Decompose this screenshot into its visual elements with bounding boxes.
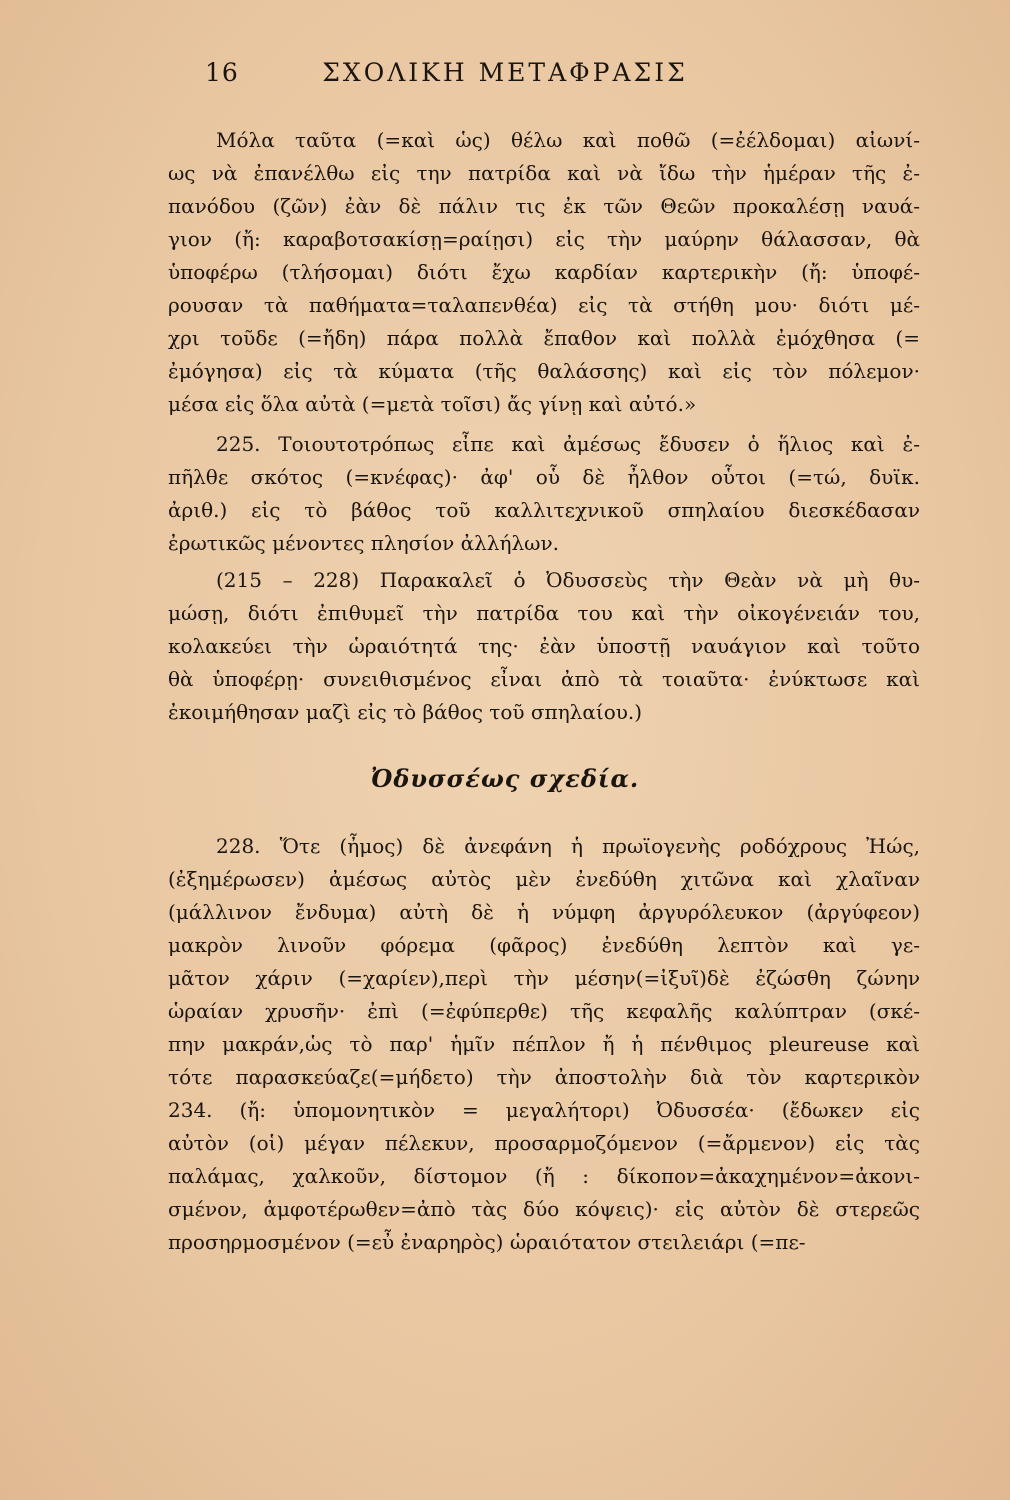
text-line: ρουσαν τὰ παθήματα=ταλαπενθέα) εἰς τὰ στήθη μου· διότι μέ- [168,293,920,317]
text-line: χρι τοῦδε (=ἤδη) πάρα πολλὰ ἔπαθον καὶ πολλὰ ἐμόχθησα (= [168,326,920,350]
paragraph-verse-228 [168,830,920,1259]
text-line: πανόδου (ζῶν) ἐὰν δὲ πάλιν τις ἐκ τῶν Θεῶν προκαλέσῃ ναυά- [168,194,920,218]
running-title: ΣΧΟΛΙΚΗ ΜΕΤΑΦΡΑΣΙΣ [322,58,688,87]
text-line: σμένον, ἀμφοτέρωθεν=ἀπὸ τὰς δύο κόψεις)· εἰς αὐτὸν δὲ στερεῶς [168,1197,920,1221]
paragraph-verse-225 [168,428,920,560]
text-line: Μόλα ταῦτα (=καὶ ὡς) θέλω καὶ ποθῶ (=ἐέλδομαι) αἰωνί- [216,128,920,152]
text-line: προσηρμοσμένον (=εὖ ἐναρηρὸς) ὡραιότατον στειλειάρι (=πε- [168,1230,806,1254]
text-line: (μάλλινον ἔνδυμα) αὐτὴ δὲ ἡ νύμφη ἀργυρόλευκον (ἀργύφεον) [168,900,920,924]
text-line: μακρὸν λινοῦν φόρεμα (φᾶρος) ἐνεδύθη λεπτὸν καὶ γε- [168,933,920,957]
text-line: (ἐξημέρωσεν) ἀμέσως αὐτὸς μὲν ἐνεδύθη χιτῶνα καὶ χλαῖναν [168,867,920,891]
text-line: 234. (ἤ: ὑπομονητικὸν = μεγαλήτορι) Ὀδυσσέα· (ἔδωκεν εἰς [168,1098,920,1122]
text-line: (215 – 228) Παρακαλεῖ ὁ Ὀδυσσεὺς τὴν Θεὰν νὰ μὴ θυ- [216,568,920,592]
text-line: γιον (ἤ: καραβοτσακίσῃ=ραίῃσι) εἰς τὴν μαύρην θάλασσαν, θὰ [168,227,920,251]
text-line: πην μακράν,ὡς τὸ παρ' ἡμῖν πέπλον ἤ ἡ πένθιμος pleureuse καὶ [168,1032,920,1056]
page-header [0,58,1010,98]
page-number: 16 [205,58,239,87]
paragraph-odysseus-speech [168,124,920,421]
section-heading: Ὀδυσσέως σχεδία. [370,764,640,793]
text-line: 228. Ὅτε (ἦμος) δὲ ἀνεφάνη ἡ πρωϊογενὴς ροδόχρους Ἠώς, [216,834,920,858]
text-line: ἀριθ.) εἰς τὸ βάθος τοῦ καλλιτεχνικοῦ σπηλαίου διεσκέδασαν [168,498,920,522]
text-line: κολακεύει τὴν ὡραιότητά της· ἐὰν ὑποστῇ ναυάγιον καὶ τοῦτο [168,634,920,658]
text-line: 225. Τοιουτοτρόπως εἶπε καὶ ἀμέσως ἔδυσεν ὁ ἥλιος καὶ ἐ- [216,432,920,456]
text-line: μώσῃ, διότι ἐπιθυμεῖ τὴν πατρίδα του καὶ τὴν οἰκογένειάν του, [168,601,920,625]
text-line: ως νὰ ἐπανέλθω εἰς την πατρίδα καὶ νὰ ἴδω τὴν ἡμέραν τῆς ἐ- [168,161,920,185]
text-line: τότε παρασκεύαζε(=μήδετο) τὴν ἀποστολὴν διὰ τὸν καρτερικὸν [168,1065,920,1089]
text-line: ὡραίαν χρυσῆν· ἐπὶ (=ἐφύπερθε) τῆς κεφαλῆς καλύπτραν (σκέ- [168,999,920,1023]
text-line: θὰ ὑποφέρῃ· συνειθισμένος εἶναι ἀπὸ τὰ τοιαῦτα· ἐνύκτωσε καὶ [168,667,920,691]
paragraph-summary-215-228 [168,564,920,729]
text-line: ἐρωτικῶς μένοντες πλησίον ἀλλήλων. [168,531,559,555]
text-line: μᾶτον χάριν (=χαρίεν),περὶ τὴν μέσην(=ἰξυῖ)δὲ ἐζώσθη ζώνην [168,966,920,990]
text-line: ὑποφέρω (τλήσομαι) διότι ἔχω καρδίαν καρτερικὴν (ἤ: ὑποφέ- [168,260,920,284]
text-line: ἐκοιμήθησαν μαζὶ εἰς τὸ βάθος τοῦ σπηλαίου.) [168,700,643,724]
text-line: μέσα εἰς ὅλα αὐτὰ (=μετὰ τοῖσι) ἄς γίνῃ καὶ αὐτό.» [168,392,697,416]
text-line: αὐτὸν (οἱ) μέγαν πέλεκυν, προσαρμοζόμενον (=ἄρμενον) εἰς τὰς [168,1131,920,1155]
text-line: πῆλθε σκότος (=κνέφας)· ἀφ' οὗ δὲ ἦλθον οὗτοι (=τώ, δυϊκ. [168,465,920,489]
text-line: παλάμας, χαλκοῦν, δίστομον (ἤ : δίκοπον=ἀκαχημένον=ἀκονι- [168,1164,920,1188]
text-line: ἐμόγησα) εἰς τὰ κύματα (τῆς θαλάσσης) καὶ εἰς τὸν πόλεμον· [168,359,920,383]
